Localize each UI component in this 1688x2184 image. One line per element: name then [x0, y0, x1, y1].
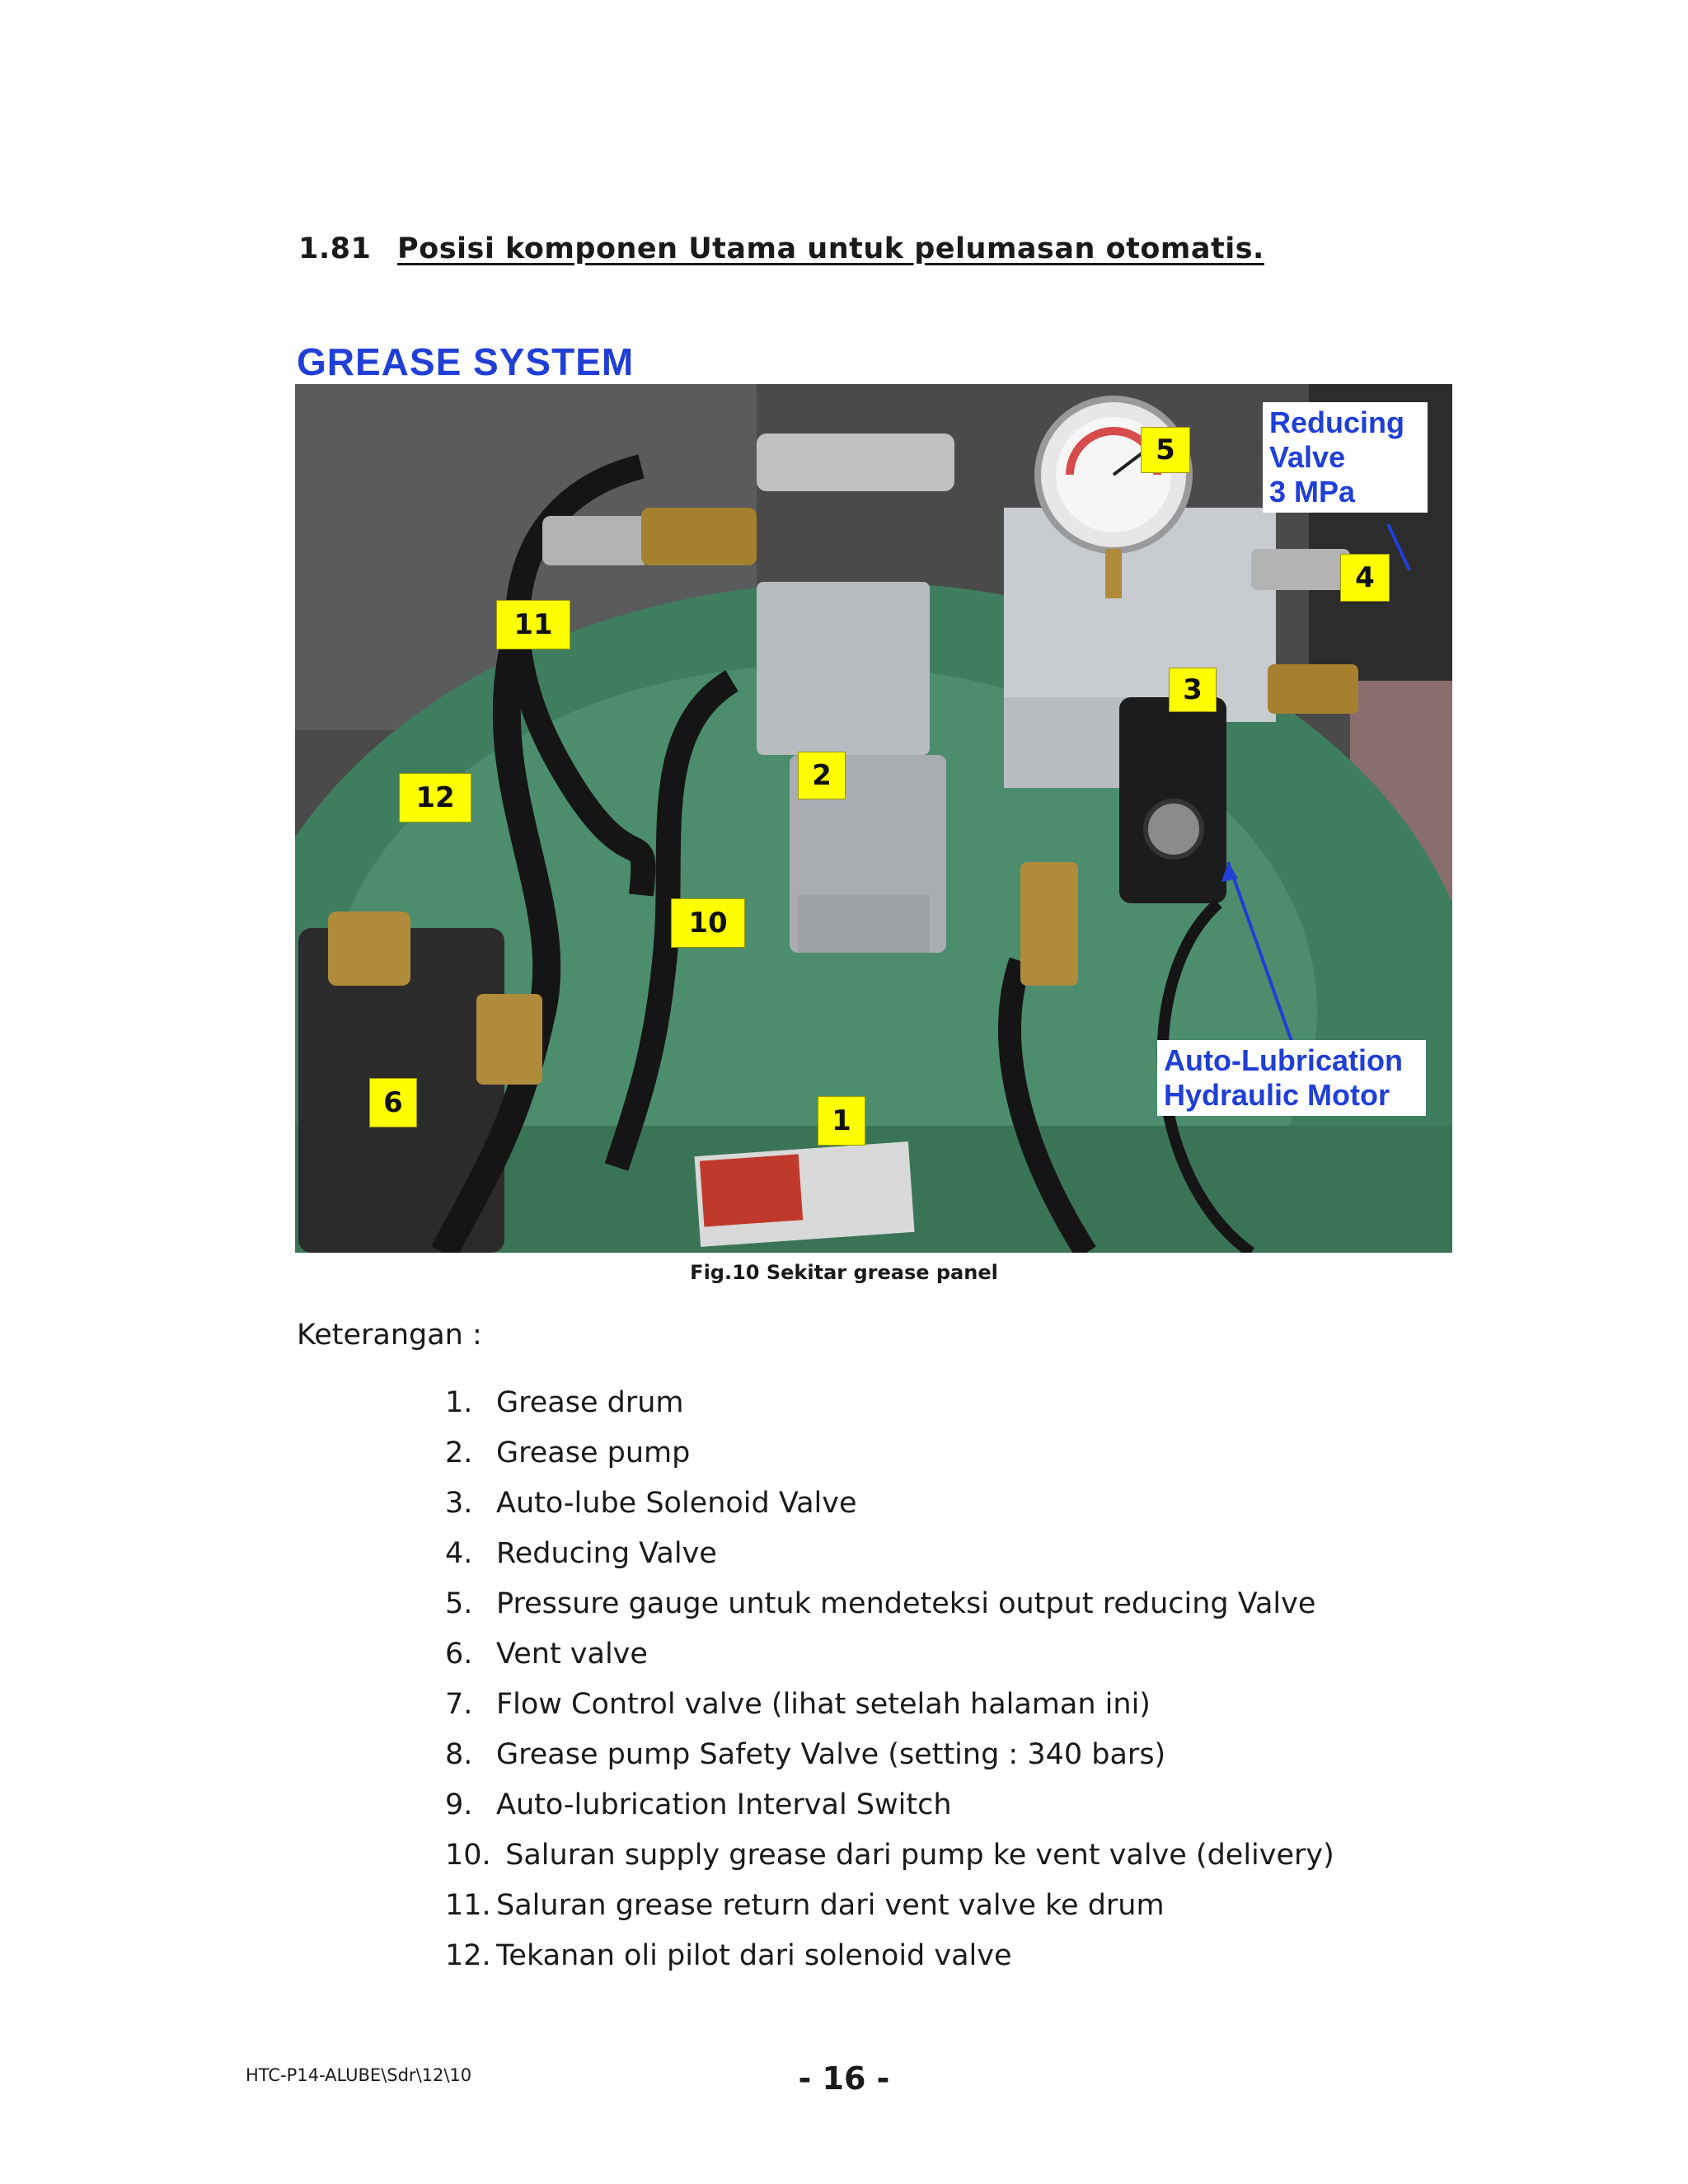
- grease-system-photo: [295, 384, 1452, 1253]
- item-number: 2.: [445, 1436, 473, 1469]
- callout-line: Hydraulic Motor: [1164, 1078, 1390, 1112]
- list-item: [445, 1887, 1334, 1938]
- list-item: [445, 1636, 1334, 1686]
- item-text: Auto-lubrication Interval Switch: [496, 1788, 952, 1821]
- marker-12: 12: [399, 773, 471, 823]
- legend-heading: Keterangan :: [297, 1319, 482, 1352]
- list-item: [445, 1686, 1334, 1736]
- list-item: [445, 1837, 1334, 1887]
- legend-list: [445, 1385, 1334, 1988]
- callout-line: 3 MPa: [1269, 475, 1356, 509]
- item-number: 7.: [445, 1688, 473, 1721]
- list-item: [445, 1787, 1334, 1837]
- callout-line: Valve: [1269, 440, 1346, 474]
- marker-1: 1: [818, 1096, 865, 1146]
- figure-banner: GREASE SYSTEM: [297, 340, 635, 383]
- item-number: 12.: [445, 1939, 491, 1972]
- item-number: 6.: [445, 1638, 473, 1671]
- item-number: 1.: [445, 1386, 473, 1419]
- item-text: Auto-lube Solenoid Valve: [496, 1487, 857, 1520]
- item-text: Flow Control valve (lihat setelah halaman ini): [496, 1688, 1151, 1721]
- marker-6: 6: [369, 1078, 417, 1127]
- section-number: 1.81: [298, 232, 372, 265]
- item-text: Grease pump: [496, 1436, 691, 1469]
- list-item: [445, 1535, 1334, 1586]
- marker-3: 3: [1169, 668, 1217, 712]
- marker-4: 4: [1340, 554, 1390, 602]
- document-code: HTC-P14-ALUBE\Sdr\12\10: [246, 2065, 472, 2085]
- item-number: 9.: [445, 1788, 473, 1821]
- figure-caption: Fig.10 Sekitar grease panel: [690, 1261, 998, 1284]
- item-text: Grease drum: [496, 1386, 684, 1419]
- item-text: Reducing Valve: [496, 1537, 717, 1570]
- item-text: Saluran grease return dari vent valve ke drum: [496, 1889, 1165, 1922]
- marker-5: 5: [1141, 427, 1190, 473]
- item-number: 3.: [445, 1487, 473, 1520]
- item-text: Tekanan oli pilot dari solenoid valve: [496, 1939, 1012, 1972]
- item-number: 5.: [445, 1587, 473, 1620]
- callout-hydraulic-motor: [1157, 1040, 1426, 1116]
- list-item: [445, 1385, 1334, 1435]
- list-item: [445, 1586, 1334, 1636]
- marker-11: 11: [496, 600, 570, 649]
- item-number: 11.: [445, 1889, 491, 1922]
- page-number: - 16 -: [798, 2060, 890, 2097]
- list-item: [445, 1435, 1334, 1485]
- list-item: [445, 1736, 1334, 1787]
- callout-line: Auto-Lubrication: [1164, 1043, 1403, 1077]
- callout-line: Reducing: [1269, 405, 1405, 439]
- item-text: Grease pump Safety Valve (setting : 340 bars): [496, 1738, 1166, 1771]
- list-item: [445, 1938, 1334, 1988]
- item-number: 10.: [445, 1839, 491, 1872]
- item-text: Saluran supply grease dari pump ke vent valve (delivery): [496, 1839, 1334, 1872]
- item-number: 4.: [445, 1537, 473, 1570]
- section-heading: [298, 232, 1264, 265]
- section-title: Posisi komponen Utama untuk pelumasan otomatis.: [397, 232, 1264, 265]
- item-text: Pressure gauge untuk mendeteksi output reducing Valve: [496, 1587, 1316, 1620]
- marker-2: 2: [798, 752, 846, 799]
- callout-reducing-valve: [1263, 402, 1428, 513]
- item-number: 8.: [445, 1738, 473, 1771]
- item-text: Vent valve: [496, 1638, 648, 1671]
- list-item: [445, 1485, 1334, 1535]
- marker-10: 10: [671, 898, 745, 948]
